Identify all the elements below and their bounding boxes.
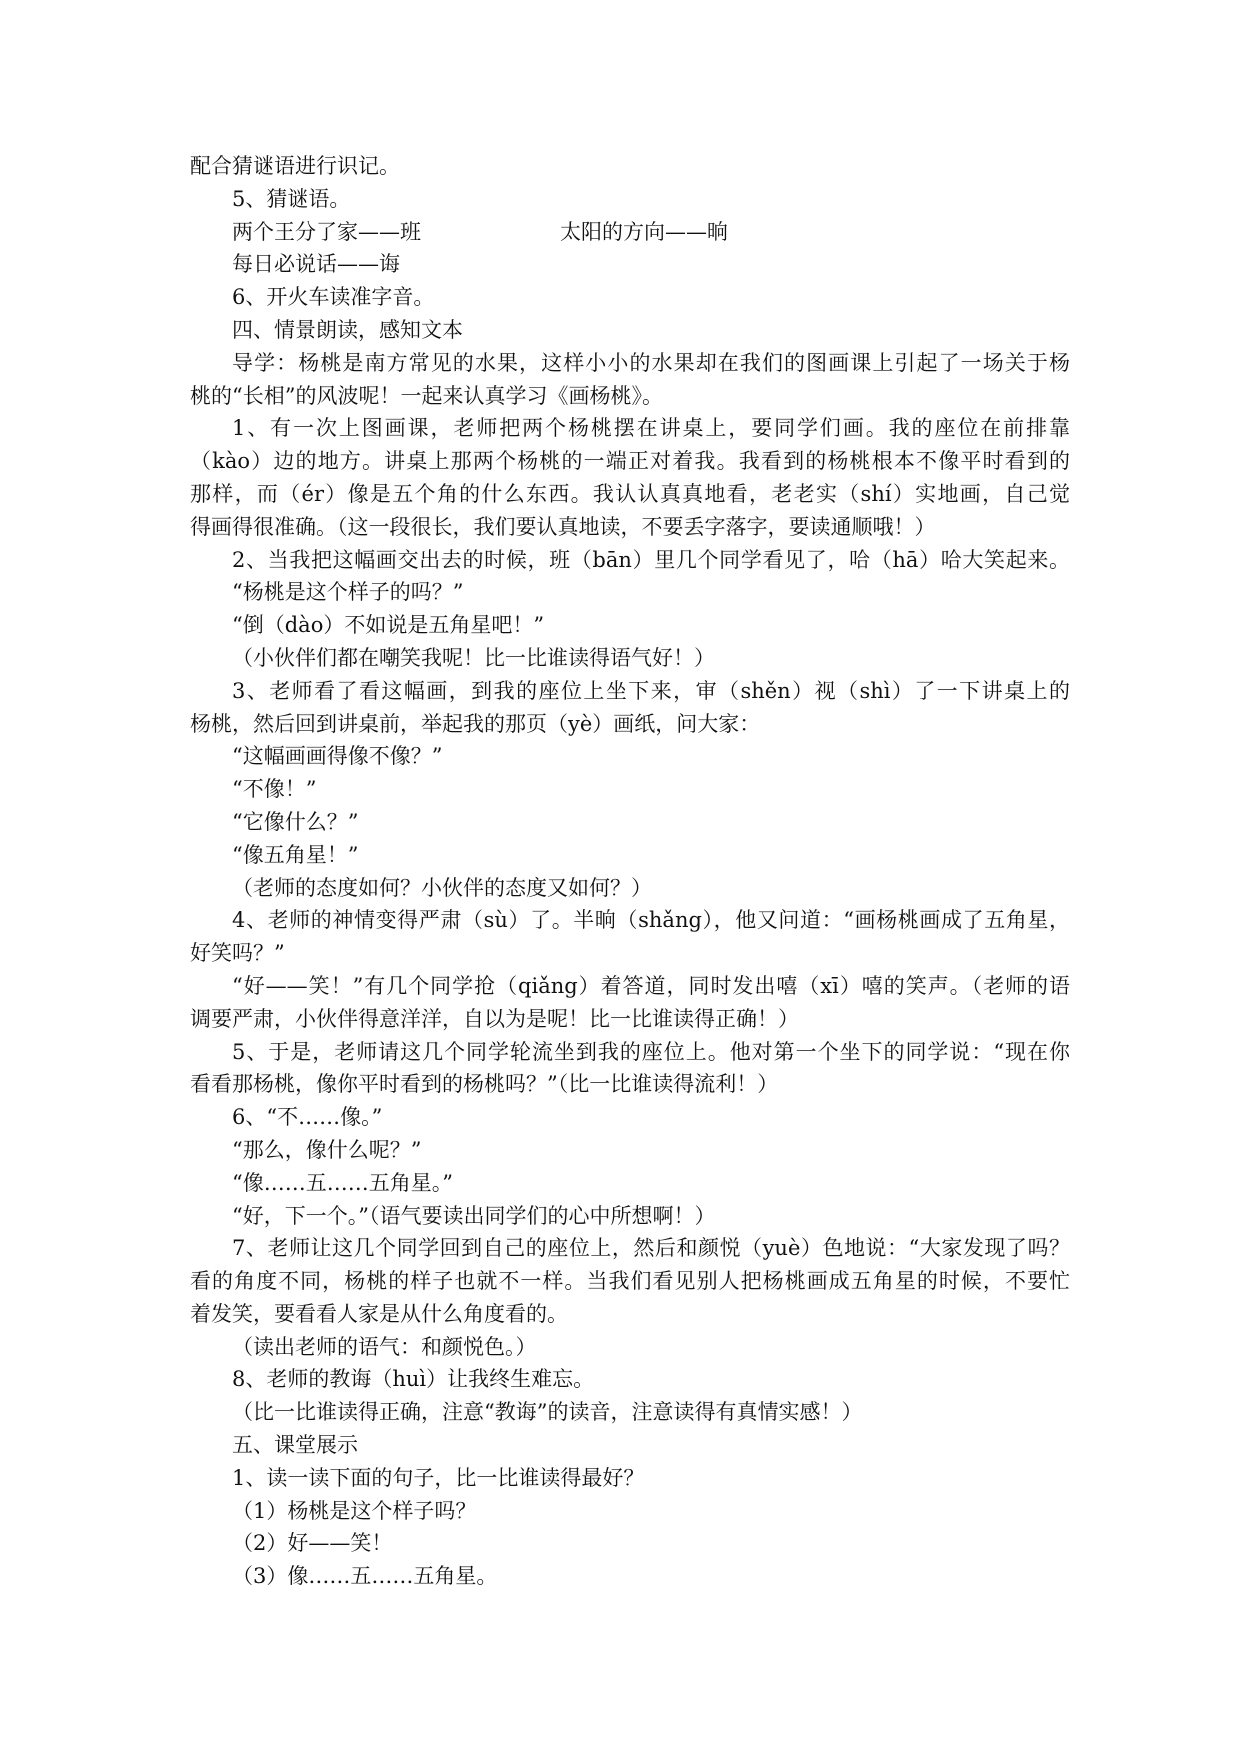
- text-line: 导学：杨桃是南方常见的水果，这样小小的水果却在我们的图画课上引起了一场关于杨: [232, 350, 1070, 375]
- text-line: 看的角度不同，杨桃的样子也就不一样。当我们看见别人把杨桃画成五角星的时候，不要忙: [190, 1269, 1070, 1294]
- dialogue-line: “像五角星！”: [232, 842, 359, 867]
- text-line: 调要严肃，小伙伴得意洋洋，自以为是呢！比一比谁读得正确！）: [190, 1006, 799, 1031]
- dialogue-line: 6、“不……像。”: [232, 1105, 383, 1130]
- dialogue-line: “好，下一个。”（语气要读出同学们的心中所想啊！）: [232, 1203, 716, 1228]
- riddle-left: 两个王分了家——班: [232, 219, 421, 244]
- section-item: 1、读一读下面的句子，比一比谁读得最好？: [232, 1465, 645, 1490]
- text-line: 8、老师的教诲（huì）让我终生难忘。: [232, 1367, 595, 1392]
- text-line: 4、老师的神情变得严肃（sù）了。半晌（shǎng），他又问道：“画杨桃画成了五角星，: [232, 908, 1070, 933]
- text-line: “好——笑！”有几个同学抢（qiǎng）着答道，同时发出嘻（xī）嘻的笑声。（老师的语: [232, 973, 1070, 998]
- dialogue-line: “倒（dào）不如说是五角星吧！”: [232, 613, 545, 638]
- list-item: （1）杨桃是这个样子吗？: [232, 1498, 477, 1523]
- text-line: 那样，而（ér）像是五个角的什么东西。我认认真真地看，老老实（shí）实地画，自己觉: [190, 481, 1070, 506]
- dialogue-line: “那么，像什么呢？”: [232, 1137, 422, 1162]
- dialogue-line: “杨桃是这个样子的吗？”: [232, 580, 464, 605]
- text-line: （kào）边的地方。讲桌上那两个杨桃的一端正对着我。我看到的杨桃根本不像平时看到的: [190, 449, 1070, 474]
- riddle-line: 每日必说话——诲: [232, 252, 400, 277]
- riddle-row: [190, 216, 1070, 249]
- document-body: [190, 150, 1070, 1593]
- text-line: 杨桃，然后回到讲桌前，举起我的那页（yè）画纸，问大家：: [190, 711, 761, 736]
- riddle-right: 太阳的方向——晌: [560, 219, 728, 244]
- text-line: 好笑吗？”: [190, 941, 285, 966]
- text-line: 3、老师看了看这幅画，到我的座位上坐下来，审（shěn）视（shì）了一下讲桌上的: [232, 678, 1070, 703]
- text-line: 看看那杨桃，像你平时看到的杨桃吗？”（比一比谁读得流利！）: [190, 1072, 779, 1097]
- text-line: 得画得很准确。（这一段很长，我们要认真地读，不要丢字落字，要读通顺哦！）: [190, 514, 936, 539]
- reading-note: （老师的态度如何？小伙伴的态度又如何？）: [232, 875, 652, 900]
- section-item: 5、猜谜语。: [232, 186, 351, 211]
- dialogue-line: “它像什么？”: [232, 809, 359, 834]
- text-line: 着发笑，要看看人家是从什么角度看的。: [190, 1301, 568, 1326]
- list-item: （2）好——笑！: [232, 1531, 393, 1556]
- dialogue-line: “这幅画画得像不像？”: [232, 744, 443, 769]
- section-heading: 五、课堂展示: [232, 1433, 358, 1458]
- text-line: 桃的“长相”的风波呢！一起来认真学习《画杨桃》。: [190, 383, 663, 408]
- text-line: 配合猜谜语进行识记。: [190, 154, 400, 178]
- text-line: 1、有一次上图画课，老师把两个杨桃摆在讲桌上，要同学们画。我的座位在前排靠: [232, 416, 1070, 441]
- dialogue-line: “像……五……五角星。”: [232, 1170, 453, 1195]
- reading-note: （小伙伴们都在嘲笑我呢！比一比谁读得语气好！）: [232, 645, 715, 670]
- reading-note: （读出老师的语气：和颜悦色。）: [232, 1334, 537, 1359]
- text-line: 2、当我把这幅画交出去的时候，班（bān）里几个同学看见了，哈（hā）哈大笑起来。: [232, 547, 1070, 572]
- list-item: （3）像……五……五角星。: [232, 1564, 498, 1589]
- section-heading: 四、情景朗读，感知文本: [232, 317, 463, 342]
- reading-note: （比一比谁读得正确，注意“教诲”的读音，注意读得有真情实感！）: [232, 1400, 863, 1425]
- text-line: 7、老师让这几个同学回到自己的座位上，然后和颜悦（yuè）色地说：“大家发现了吗？: [232, 1236, 1070, 1261]
- dialogue-line: “不像！”: [232, 777, 317, 802]
- section-item: 6、开火车读准字音。: [232, 285, 435, 310]
- text-line: 5、于是，老师请这几个同学轮流坐到我的座位上。他对第一个坐下的同学说：“现在你: [232, 1039, 1070, 1064]
